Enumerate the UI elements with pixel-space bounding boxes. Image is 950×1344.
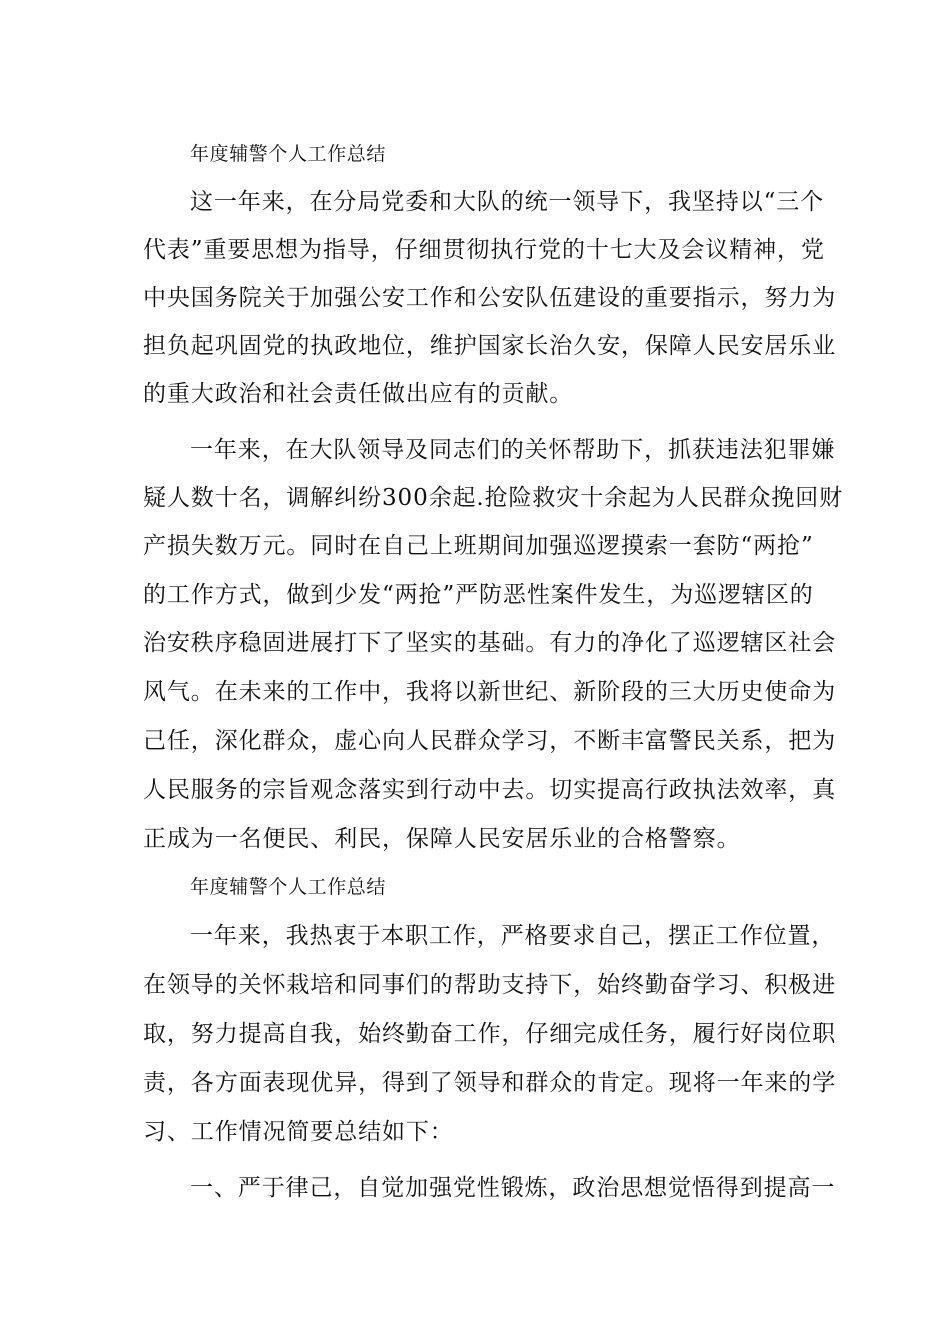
document-title: 年度辅警个人工作总结 xyxy=(190,143,387,165)
paragraph-line: 在领导的关怀栽培和同事们的帮助支持下，始终勤奋学习、积极进 xyxy=(143,972,837,998)
paragraph-line: 责，各方面表现优异，得到了领导和群众的肯定。现将一年来的学 xyxy=(143,1070,837,1096)
paragraph-line: 己任，深化群众，虚心向人民群众学习，不断丰富警民关系，把为 xyxy=(143,728,837,754)
paragraph-line: 一年来，在大队领导及同志们的关怀帮助下，抓获违法犯罪嫌 xyxy=(190,437,836,463)
paragraph-line: 中央国务院关于加强公安工作和公安队伍建设的重要指示，努力为 xyxy=(143,285,837,311)
paragraph-line: 治安秩序稳固进展打下了坚实的基础。有力的净化了巡逻辖区社会 xyxy=(143,630,837,656)
section-title: 年度辅警个人工作总结 xyxy=(190,876,387,898)
paragraph-line: 的重大政治和社会责任做出应有的贡献。 xyxy=(143,381,574,407)
paragraph-line: 取，努力提高自我，始终勤奋工作，仔细完成任务，履行好岗位职 xyxy=(143,1021,837,1047)
paragraph-line: 产损失数万元。同时在自己上班期间加强巡逻摸索一套防“两抢” xyxy=(143,533,814,559)
paragraph-line: 一年来，我热衷于本职工作，严格要求自己，摆正工作位置， xyxy=(190,923,836,949)
paragraph-line: 正成为一名便民、利民，保障人民安居乐业的合格警察。 xyxy=(143,826,741,852)
paragraph-line: 习、工作情况简要总结如下： xyxy=(143,1119,454,1145)
paragraph-line: 这一年来，在分局党委和大队的统一领导下，我坚持以“三个 xyxy=(190,189,825,215)
paragraph-line: 担负起巩固党的执政地位，维护国家长治久安，保障人民安居乐业 xyxy=(143,333,837,359)
paragraph-line: 风气。在未来的工作中，我将以新世纪、新阶段的三大历史使命为 xyxy=(143,679,837,705)
paragraph-line: 的工作方式，做到少发“两抢”严防恶性案件发生，为巡逻辖区的 xyxy=(143,582,814,608)
paragraph-line: 人民服务的宗旨观念落实到行动中去。切实提高行政执法效率，真 xyxy=(143,777,837,803)
paragraph-line: 一、严于律己，自觉加强党性锻炼，政治思想觉悟得到提高一 xyxy=(190,1175,836,1201)
paragraph-line: 疑人数十名，调解纠纷300余起.抢险救灾十余起为人民群众挽回财 xyxy=(143,485,844,511)
paragraph-line: 代表”重要思想为指导，仔细贯彻执行党的十七大及会议精神，党 xyxy=(143,237,825,263)
